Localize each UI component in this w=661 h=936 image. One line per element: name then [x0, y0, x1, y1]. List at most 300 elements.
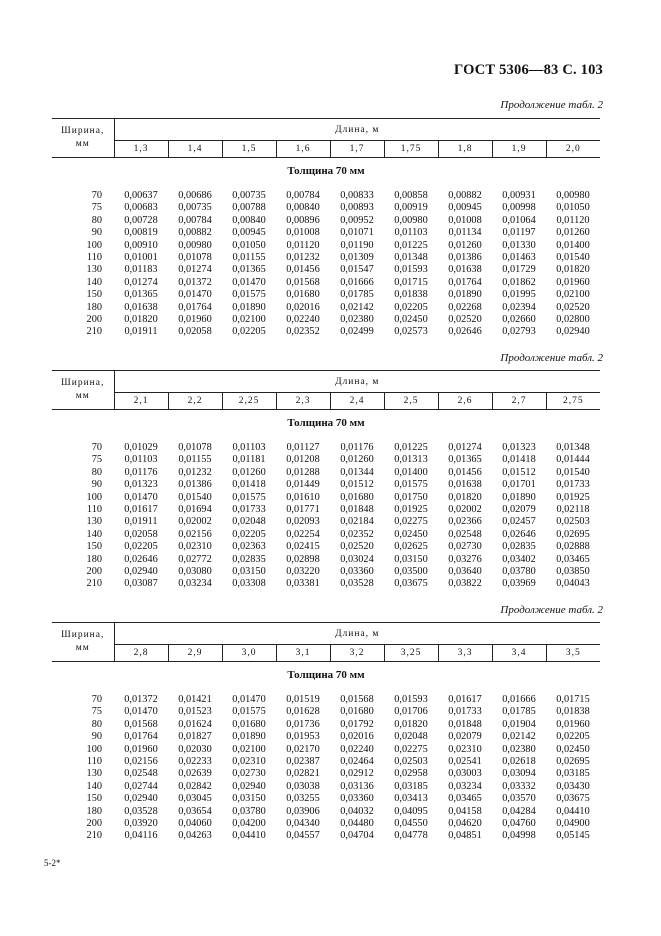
value-cell: 0,02646 [502, 528, 536, 540]
value-cell: 0,03822 [448, 578, 482, 590]
value-cell: 0,01323 [124, 479, 158, 491]
value-cell: 0,00819 [124, 227, 158, 239]
table-row [52, 479, 600, 491]
value-cell: 0,01706 [394, 706, 428, 718]
value-cell: 0,02898 [286, 553, 320, 565]
length-header: Длина, м [114, 371, 600, 393]
page-title: ГОСТ 5306—83 С. 103 [454, 62, 603, 78]
value-cell: 0,01764 [178, 301, 212, 313]
value-cell: 0,03360 [340, 793, 374, 805]
value-cell: 0,01274 [448, 442, 482, 453]
value-cell: 0,01827 [178, 731, 212, 743]
value-cell: 0,01715 [556, 694, 590, 705]
value-cell: 0,01348 [556, 442, 590, 453]
value-cell: 0,00896 [286, 214, 320, 226]
value-cell: 0,00735 [232, 190, 266, 201]
value-cell: 0,04704 [340, 830, 374, 842]
width-cell: 110 [86, 756, 102, 768]
value-cell: 0,01666 [340, 276, 374, 288]
value-cell: 0,04900 [556, 818, 590, 830]
value-cell: 0,01197 [502, 227, 536, 239]
value-cell: 0,01456 [286, 264, 320, 276]
length-value-header: 3,2 [330, 645, 384, 662]
value-cell: 0,01008 [286, 227, 320, 239]
value-cell: 0,01078 [178, 442, 212, 453]
value-cell: 0,01274 [178, 264, 212, 276]
value-cell: 0,01638 [448, 264, 482, 276]
value-cell: 0,02639 [178, 768, 212, 780]
value-cell: 0,01785 [340, 289, 374, 301]
width-cell: 140 [86, 528, 102, 540]
length-value-header: 2,2 [168, 393, 222, 410]
value-cell: 0,01575 [232, 289, 266, 301]
value-cell: 0,02156 [124, 756, 158, 768]
value-cell: 0,02079 [502, 504, 536, 516]
value-cell: 0,02940 [556, 326, 590, 338]
value-cell: 0,01421 [178, 694, 212, 705]
value-cell: 0,04032 [340, 805, 374, 817]
length-value-header: 3,1 [276, 645, 330, 662]
table-row [52, 830, 600, 842]
value-cell: 0,02730 [232, 768, 266, 780]
value-cell: 0,01568 [124, 718, 158, 730]
value-cell: 0,05145 [556, 830, 590, 842]
value-cell: 0,01365 [448, 454, 482, 466]
value-cell: 0,03308 [232, 578, 266, 590]
value-cell: 0,04200 [232, 818, 266, 830]
value-cell: 0,04778 [394, 830, 428, 842]
value-cell: 0,03850 [556, 566, 590, 578]
length-value-header: 2,5 [384, 393, 438, 410]
value-cell: 0,02275 [394, 516, 428, 528]
value-cell: 0,04340 [286, 818, 320, 830]
value-cell: 0,01103 [232, 442, 266, 453]
table-row [52, 719, 600, 731]
value-cell: 0,02573 [394, 326, 428, 338]
width-cell: 75 [91, 202, 102, 214]
value-cell: 0,01792 [340, 718, 374, 730]
value-cell: 0,02835 [502, 541, 536, 553]
value-cell: 0,01848 [340, 504, 374, 516]
value-cell: 0,01386 [178, 479, 212, 491]
value-cell: 0,02415 [286, 541, 320, 553]
value-cell: 0,03136 [340, 780, 374, 792]
value-cell: 0,01274 [124, 276, 158, 288]
value-cell: 0,03969 [502, 578, 536, 590]
value-cell: 0,02912 [340, 768, 374, 780]
length-value-header: 2,0 [546, 141, 600, 158]
value-cell: 0,01540 [556, 252, 590, 264]
value-cell: 0,03920 [124, 818, 158, 830]
value-cell: 0,02793 [502, 326, 536, 338]
value-cell: 0,02205 [232, 528, 266, 540]
value-cell: 0,01225 [394, 442, 428, 453]
table-row [52, 504, 600, 516]
length-value-header: 3,5 [546, 645, 600, 662]
width-cell: 100 [86, 743, 102, 755]
length-header: Длина, м [114, 119, 600, 141]
value-cell: 0,02940 [232, 780, 266, 792]
value-cell: 0,02275 [394, 743, 428, 755]
value-cell: 0,00919 [394, 202, 428, 214]
width-cell: 100 [86, 239, 102, 251]
value-cell: 0,01463 [502, 252, 536, 264]
value-cell: 0,02646 [448, 326, 482, 338]
width-header-unit: мм [75, 643, 90, 653]
width-cell: 110 [86, 252, 102, 264]
value-cell: 0,01960 [178, 314, 212, 326]
value-cell: 0,02548 [448, 528, 482, 540]
value-cell: 0,00893 [340, 202, 374, 214]
value-cell: 0,02184 [340, 516, 374, 528]
value-cell: 0,01638 [448, 479, 482, 491]
value-cell: 0,03038 [286, 780, 320, 792]
value-cell: 0,00637 [124, 190, 158, 201]
thickness-heading: Толщина 70 мм [287, 417, 365, 429]
table-row [52, 566, 600, 578]
width-cell: 90 [91, 479, 102, 491]
value-cell: 0,02842 [178, 780, 212, 792]
value-cell: 0,03045 [178, 793, 212, 805]
value-cell: 0,02016 [340, 731, 374, 743]
value-cell: 0,01155 [232, 252, 266, 264]
value-cell: 0,02730 [448, 541, 482, 553]
value-cell: 0,02240 [340, 743, 374, 755]
value-cell: 0,01540 [178, 491, 212, 503]
value-cell: 0,01071 [340, 227, 374, 239]
value-cell: 0,03780 [232, 805, 266, 817]
table-row [52, 252, 600, 264]
value-cell: 0,02541 [448, 756, 482, 768]
value-cell: 0,01344 [340, 466, 374, 478]
value-cell: 0,01519 [286, 694, 320, 705]
value-cell: 0,02142 [502, 731, 536, 743]
length-value-header: 3,0 [222, 645, 276, 662]
value-cell: 0,02520 [448, 314, 482, 326]
width-column-header [52, 371, 114, 410]
value-cell: 0,01029 [124, 442, 158, 453]
value-cell: 0,02450 [556, 743, 590, 755]
width-cell: 70 [91, 190, 102, 201]
value-cell: 0,02660 [502, 314, 536, 326]
width-cell: 130 [86, 264, 102, 276]
value-cell: 0,00945 [448, 202, 482, 214]
value-cell: 0,02048 [394, 731, 428, 743]
value-cell: 0,02233 [178, 756, 212, 768]
width-cell: 200 [86, 566, 102, 578]
value-cell: 0,00833 [340, 190, 374, 201]
value-cell: 0,01610 [286, 491, 320, 503]
value-cell: 0,01232 [178, 466, 212, 478]
value-cell: 0,01365 [124, 289, 158, 301]
value-cell: 0,03430 [556, 780, 590, 792]
value-cell: 0,01470 [178, 289, 212, 301]
width-header-unit: мм [75, 139, 90, 149]
value-cell: 0,00735 [178, 202, 212, 214]
value-cell: 0,02100 [232, 743, 266, 755]
length-value-header: 3,4 [492, 645, 546, 662]
value-cell: 0,01512 [502, 466, 536, 478]
width-cell: 180 [86, 805, 102, 817]
value-cell: 0,01400 [394, 466, 428, 478]
value-cell: 0,01624 [178, 718, 212, 730]
value-cell: 0,01733 [448, 706, 482, 718]
table-row [52, 768, 600, 780]
value-cell: 0,01575 [232, 706, 266, 718]
value-cell: 0,01911 [124, 516, 158, 528]
value-cell: 0,01470 [232, 694, 266, 705]
value-cell: 0,03276 [448, 553, 482, 565]
width-cell: 140 [86, 780, 102, 792]
table-row [52, 756, 600, 768]
value-cell: 0,01208 [286, 454, 320, 466]
length-value-header: 2,9 [168, 645, 222, 662]
value-cell: 0,04060 [178, 818, 212, 830]
value-cell: 0,01260 [448, 239, 482, 251]
table-row [52, 215, 600, 227]
value-cell: 0,01050 [556, 202, 590, 214]
value-cell: 0,01372 [124, 694, 158, 705]
value-cell: 0,00858 [394, 190, 428, 201]
value-cell: 0,04851 [448, 830, 482, 842]
value-cell: 0,01050 [232, 239, 266, 251]
value-cell: 0,01365 [232, 264, 266, 276]
value-cell: 0,00683 [124, 202, 158, 214]
value-cell: 0,00980 [394, 214, 428, 226]
value-cell: 0,01008 [448, 214, 482, 226]
length-value-header: 2,4 [330, 393, 384, 410]
value-cell: 0,01547 [340, 264, 374, 276]
value-cell: 0,03150 [232, 793, 266, 805]
value-cell: 0,02835 [232, 553, 266, 565]
value-cell: 0,03087 [124, 578, 158, 590]
value-cell: 0,02156 [178, 528, 212, 540]
value-cell: 0,01960 [556, 276, 590, 288]
value-cell: 0,04620 [448, 818, 482, 830]
value-cell: 0,03003 [448, 768, 482, 780]
value-cell: 0,01593 [394, 694, 428, 705]
width-cell: 70 [91, 694, 102, 705]
value-cell: 0,01771 [286, 504, 320, 516]
value-cell: 0,02618 [502, 756, 536, 768]
table-row [52, 227, 600, 239]
table-row [52, 264, 600, 276]
value-cell: 0,01103 [124, 454, 158, 466]
value-cell: 0,02450 [394, 314, 428, 326]
value-cell: 0,01628 [286, 706, 320, 718]
value-cell: 0,01820 [448, 491, 482, 503]
value-cell: 0,01890 [232, 301, 266, 313]
value-cell: 0,02030 [178, 743, 212, 755]
table-row [52, 454, 600, 466]
table-continuation-caption: Продолжение табл. 2 [500, 99, 603, 111]
length-value-header: 3,25 [384, 645, 438, 662]
value-cell: 0,02744 [124, 780, 158, 792]
width-cell: 90 [91, 731, 102, 743]
value-cell: 0,02450 [394, 528, 428, 540]
width-cell: 70 [91, 442, 102, 453]
value-cell: 0,01176 [124, 466, 158, 478]
width-cell: 210 [86, 326, 102, 338]
table-row [52, 302, 600, 314]
value-cell: 0,00840 [232, 214, 266, 226]
width-cell: 210 [86, 578, 102, 590]
value-cell: 0,01593 [394, 264, 428, 276]
value-cell: 0,01540 [556, 466, 590, 478]
value-cell: 0,01183 [124, 264, 158, 276]
value-cell: 0,01680 [286, 289, 320, 301]
value-cell: 0,03906 [286, 805, 320, 817]
value-cell: 0,01225 [394, 239, 428, 251]
value-cell: 0,01444 [556, 454, 590, 466]
value-cell: 0,03024 [340, 553, 374, 565]
width-cell: 180 [86, 301, 102, 313]
table-row [52, 314, 600, 326]
value-cell: 0,01181 [232, 454, 266, 466]
value-cell: 0,01995 [502, 289, 536, 301]
table-row [52, 781, 600, 793]
width-cell: 75 [91, 454, 102, 466]
value-cell: 0,01680 [340, 706, 374, 718]
value-cell: 0,00784 [286, 190, 320, 201]
value-cell: 0,02380 [502, 743, 536, 755]
width-cell: 80 [91, 214, 102, 226]
value-cell: 0,01456 [448, 466, 482, 478]
value-cell: 0,02499 [340, 326, 374, 338]
value-cell: 0,01729 [502, 264, 536, 276]
length-value-header: 2,25 [222, 393, 276, 410]
value-cell: 0,02646 [124, 553, 158, 565]
value-cell: 0,00784 [178, 214, 212, 226]
value-cell: 0,03360 [340, 566, 374, 578]
value-cell: 0,03150 [394, 553, 428, 565]
value-cell: 0,00952 [340, 214, 374, 226]
value-cell: 0,01960 [556, 718, 590, 730]
weight-table-1 [52, 118, 600, 339]
width-cell: 150 [86, 793, 102, 805]
value-cell: 0,01470 [124, 491, 158, 503]
table-row [52, 541, 600, 553]
value-cell: 0,02205 [556, 731, 590, 743]
value-cell: 0,01960 [124, 743, 158, 755]
value-cell: 0,00882 [178, 227, 212, 239]
length-value-header: 2,75 [546, 393, 600, 410]
length-value-header: 1,7 [330, 141, 384, 158]
value-cell: 0,04116 [124, 830, 158, 842]
value-cell: 0,03465 [556, 553, 590, 565]
thickness-heading: Толщина 70 мм [287, 165, 365, 177]
value-cell: 0,01512 [340, 479, 374, 491]
value-cell: 0,02380 [340, 314, 374, 326]
length-value-header: 2,1 [114, 393, 168, 410]
value-cell: 0,00882 [448, 190, 482, 201]
value-cell: 0,02800 [556, 314, 590, 326]
value-cell: 0,01764 [448, 276, 482, 288]
value-cell: 0,02142 [340, 301, 374, 313]
value-cell: 0,02100 [556, 289, 590, 301]
value-cell: 0,01617 [448, 694, 482, 705]
table-row [52, 818, 600, 830]
value-cell: 0,04998 [502, 830, 536, 842]
value-cell: 0,03675 [556, 793, 590, 805]
value-cell: 0,02366 [448, 516, 482, 528]
width-cell: 200 [86, 818, 102, 830]
table-row [52, 793, 600, 805]
value-cell: 0,01120 [556, 214, 590, 226]
value-cell: 0,01155 [178, 454, 212, 466]
value-cell: 0,01001 [124, 252, 158, 264]
width-cell: 80 [91, 466, 102, 478]
width-header-label: Ширина, [61, 126, 105, 136]
weight-table-2 [52, 370, 600, 591]
table-row [52, 326, 600, 338]
width-header-label: Ширина, [61, 378, 105, 388]
value-cell: 0,03255 [286, 793, 320, 805]
value-cell: 0,04043 [556, 578, 590, 590]
value-cell: 0,01733 [556, 479, 590, 491]
table-row [52, 289, 600, 301]
value-cell: 0,01176 [340, 442, 374, 453]
length-value-header: 1,6 [276, 141, 330, 158]
value-cell: 0,04095 [394, 805, 428, 817]
value-cell: 0,01260 [340, 454, 374, 466]
length-value-header: 3,3 [438, 645, 492, 662]
value-cell: 0,01838 [394, 289, 428, 301]
width-cell: 80 [91, 718, 102, 730]
value-cell: 0,01890 [448, 289, 482, 301]
table-row [52, 706, 600, 718]
page-footnote: 5-2* [44, 858, 61, 868]
value-cell: 0,02205 [232, 326, 266, 338]
value-cell: 0,04557 [286, 830, 320, 842]
width-cell: 180 [86, 553, 102, 565]
value-cell: 0,02457 [502, 516, 536, 528]
value-cell: 0,02548 [124, 768, 158, 780]
width-cell: 110 [86, 504, 102, 516]
width-cell: 140 [86, 276, 102, 288]
value-cell: 0,01330 [502, 239, 536, 251]
width-cell: 210 [86, 830, 102, 842]
value-cell: 0,00998 [502, 202, 536, 214]
value-cell: 0,02240 [286, 314, 320, 326]
value-cell: 0,02058 [178, 326, 212, 338]
value-cell: 0,04158 [448, 805, 482, 817]
value-cell: 0,01232 [286, 252, 320, 264]
value-cell: 0,03220 [286, 566, 320, 578]
length-value-header: 2,7 [492, 393, 546, 410]
value-cell: 0,02002 [448, 504, 482, 516]
value-cell: 0,02772 [178, 553, 212, 565]
value-cell: 0,01733 [232, 504, 266, 516]
value-cell: 0,01820 [394, 718, 428, 730]
value-cell: 0,01953 [286, 731, 320, 743]
value-cell: 0,01323 [502, 442, 536, 453]
value-cell: 0,01911 [124, 326, 158, 338]
width-header-label: Ширина, [61, 630, 105, 640]
length-value-header: 2,3 [276, 393, 330, 410]
length-value-header: 1,9 [492, 141, 546, 158]
value-cell: 0,01638 [124, 301, 158, 313]
value-cell: 0,03094 [502, 768, 536, 780]
value-cell: 0,02268 [448, 301, 482, 313]
value-cell: 0,01617 [124, 504, 158, 516]
width-cell: 90 [91, 227, 102, 239]
value-cell: 0,02100 [232, 314, 266, 326]
value-cell: 0,01785 [502, 706, 536, 718]
value-cell: 0,04263 [178, 830, 212, 842]
value-cell: 0,03185 [556, 768, 590, 780]
value-cell: 0,03465 [448, 793, 482, 805]
